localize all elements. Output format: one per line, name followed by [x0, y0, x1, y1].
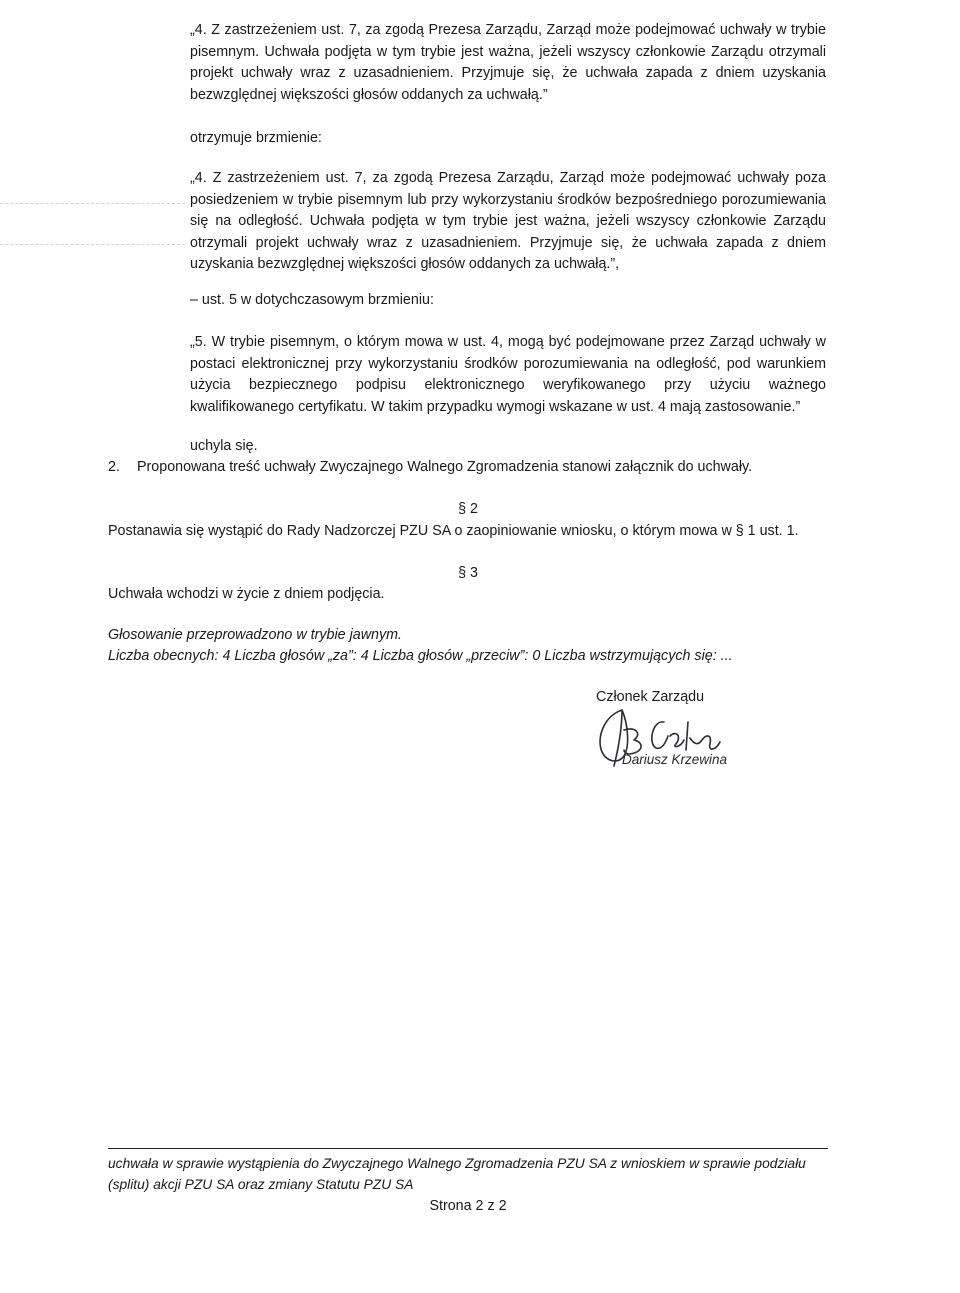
repealed-text: uchyla się.: [190, 438, 258, 454]
section-3-text: Uchwała wchodzi w życie z dniem podjęcia.: [108, 586, 385, 602]
item-2-number: 2.: [108, 459, 120, 475]
quoted-provision-new-ust4: „4. Z zastrzeżeniem ust. 7, za zgodą Prezesa Zarządu, Zarząd może podejmować uchwały poza posiedzeniem w trybie pisemnym lub przy wykorzystaniu środków bezpośredniego porozumiewania się na odległość. Uchwała podjęta w tym trybie jest ważna, jeżeli wszyscy członkowie Zarządu otrzymali projekt uchwały wraz z uzasadnieniem. Przyjmuje się, że uchwała zapada z dniem uzyskania bezwzględnej większości głosów oddanych za uchwałą.”,: [190, 170, 826, 272]
quoted-provision-old-ust4: „4. Z zastrzeżeniem ust. 7, za zgodą Prezesa Zarządu, Zarząd może podejmować uchwały w trybie pisemnym. Uchwała podjęta w tym trybie jest ważna, jeżeli wszyscy członkowie Zarządu otrzymali projekt uchwały wraz z uzasadnieniem. Przyjmuje się, że uchwała zapada z dniem uzyskania bezwzględnej większości głosów oddanych za uchwałą.”: [190, 22, 826, 103]
vote-counts: Liczba obecnych: 4 Liczba głosów „za”: 4 Liczba głosów „przeciw”: 0 Liczba wstrzymujących się: ...: [108, 648, 733, 664]
quoted-provision-ust5: „5. W trybie pisemnym, o którym mowa w ust. 4, mogą być podejmowane przez Zarząd uchwały w postaci elektronicznej przy wykorzystaniu środków porozumiewania na odległość, pod warunkiem użycia bezpiecznego podpisu elektronicznego weryfikowanego przy użyciu ważnego kwalifikowanego certyfikatu. W takim przypadku wymogi wskazane w ust. 4 mają zastosowanie.”: [190, 334, 826, 415]
section-2-heading: § 2: [458, 501, 478, 517]
scan-artifact-line: [0, 244, 185, 245]
page-number: Strona 2 z 2: [429, 1198, 507, 1214]
vote-mode: Głosowanie przeprowadzono w trybie jawnym.: [108, 627, 403, 643]
footer-title: uchwała w sprawie wystąpienia do Zwyczajnego Walnego Zgromadzenia PZU SA z wnioskiem w sprawie podziału (splitu) akcji PZU SA oraz zmiany Statutu PZU SA: [108, 1156, 806, 1192]
section-3-heading: § 3: [458, 565, 478, 581]
scan-artifact-line: [0, 203, 185, 204]
footer-divider: [108, 1148, 828, 1149]
signer-role: Członek Zarządu: [596, 689, 705, 705]
signer-name: Dariusz Krzewina: [622, 752, 728, 767]
item-2-text: Proponowana treść uchwały Zwyczajnego Walnego Zgromadzenia stanowi załącznik do uchwały.: [137, 459, 753, 475]
section-2-text: Postanawia się wystąpić do Rady Nadzorczej PZU SA o zaopiniowanie wniosku, o którym mowa w § 1 ust. 1.: [108, 523, 799, 539]
new-wording-intro: otrzymuje brzmienie:: [190, 130, 322, 146]
ust5-intro: – ust. 5 w dotychczasowym brzmieniu:: [190, 292, 434, 308]
